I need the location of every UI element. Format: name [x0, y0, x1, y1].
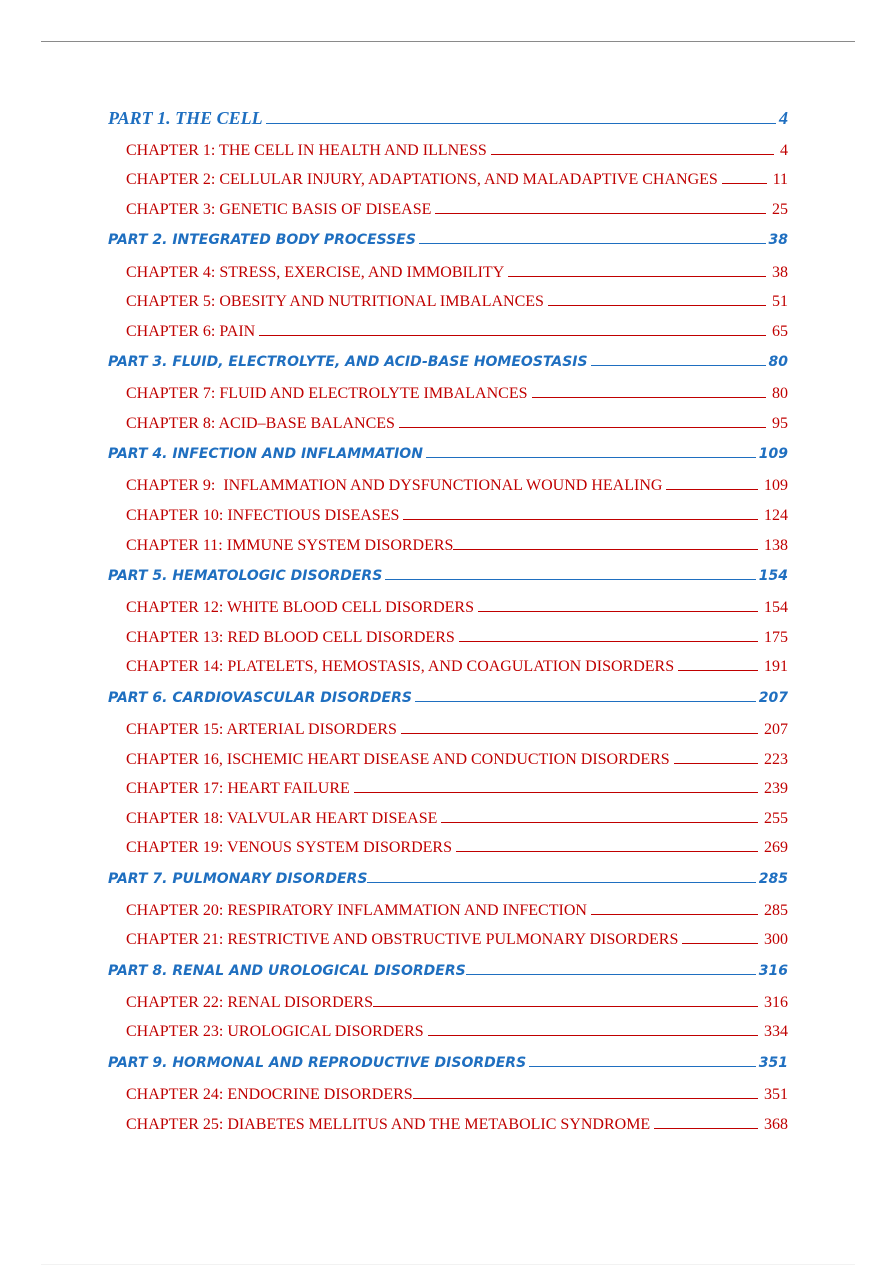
toc-chapter-13[interactable] [126, 629, 788, 647]
toc-chapter-16[interactable] [126, 751, 788, 769]
chapter-title: CHAPTER 25: DIABETES MELLITUS AND THE METABOLIC SYNDROME [126, 1116, 651, 1133]
dot-leader [413, 1098, 758, 1099]
dot-leader [415, 701, 756, 702]
dot-leader [367, 882, 755, 883]
toc-part-5[interactable] [108, 568, 788, 584]
page-number: 38 [768, 232, 788, 248]
toc-part-4[interactable] [108, 446, 788, 462]
page-number: 351 [758, 1055, 788, 1071]
dot-leader [441, 822, 758, 823]
dot-leader [373, 1006, 758, 1007]
page-number: 207 [764, 721, 788, 738]
page-number: 255 [764, 810, 788, 827]
chapter-title: CHAPTER 15: ARTERIAL DISORDERS [126, 721, 397, 738]
page-number: 285 [764, 902, 788, 919]
toc-chapter-19[interactable] [126, 839, 788, 857]
header-rule [41, 41, 855, 42]
chapter-title: CHAPTER 22: RENAL DISORDERS [126, 994, 373, 1011]
chapter-title: CHAPTER 20: RESPIRATORY INFLAMMATION AND INFECTION [126, 902, 587, 919]
dot-leader [678, 670, 758, 671]
chapter-title: CHAPTER 12: WHITE BLOOD CELL DISORDERS [126, 599, 474, 616]
page-number: 300 [764, 931, 788, 948]
dot-leader [529, 1066, 756, 1067]
chapter-title: CHAPTER 18: VALVULAR HEART DISEASE [126, 810, 438, 827]
dot-leader [532, 397, 766, 398]
toc-chapter-10[interactable] [126, 507, 788, 525]
part-title: PART 8. RENAL AND UROLOGICAL DISORDERS [108, 963, 466, 979]
toc-chapter-4[interactable] [126, 264, 788, 282]
part-title: PART 1. THE CELL [108, 108, 263, 128]
toc-part-3[interactable] [108, 354, 788, 370]
part-title: PART 4. INFECTION AND INFLAMMATION [108, 446, 423, 462]
dot-leader [419, 243, 766, 244]
chapter-title: CHAPTER 13: RED BLOOD CELL DISORDERS [126, 629, 455, 646]
toc-part-8[interactable] [108, 963, 788, 979]
dot-leader [266, 123, 776, 124]
toc-chapter-1[interactable] [126, 142, 788, 160]
chapter-title: CHAPTER 5: OBESITY AND NUTRITIONAL IMBALANCES [126, 293, 544, 310]
toc-chapter-21[interactable] [126, 931, 788, 949]
toc-part-6[interactable] [108, 690, 788, 706]
chapter-title: CHAPTER 2: CELLULAR INJURY, ADAPTATIONS, AND MALADAPTIVE CHANGES [126, 171, 718, 188]
page-number: 4 [779, 108, 788, 128]
chapter-title: CHAPTER 1: THE CELL IN HEALTH AND ILLNESS [126, 142, 487, 159]
dot-leader [354, 792, 758, 793]
dot-leader [654, 1128, 758, 1129]
part-title: PART 7. PULMONARY DISORDERS [108, 871, 368, 887]
page-number: 4 [780, 142, 788, 159]
dot-leader [259, 335, 766, 336]
page-number: 138 [764, 537, 788, 554]
page-number: 316 [758, 963, 788, 979]
toc-chapter-8[interactable] [126, 415, 788, 433]
page-number: 80 [772, 385, 788, 402]
page-number: 65 [772, 323, 788, 340]
page-number: 191 [764, 658, 788, 675]
part-title: PART 6. CARDIOVASCULAR DISORDERS [108, 690, 412, 706]
chapter-title: CHAPTER 19: VENOUS SYSTEM DISORDERS [126, 839, 452, 856]
page-number: 154 [758, 568, 788, 584]
footer-rule [41, 1264, 855, 1265]
dot-leader [478, 611, 758, 612]
toc-chapter-2[interactable] [126, 171, 788, 189]
page-number: 207 [758, 690, 788, 706]
dot-leader [428, 1035, 758, 1036]
page-number: 38 [772, 264, 788, 281]
toc-chapter-7[interactable] [126, 385, 788, 403]
toc-part-1[interactable] [108, 108, 788, 129]
page-number: 175 [764, 629, 788, 646]
chapter-title: CHAPTER 4: STRESS, EXERCISE, AND IMMOBILITY [126, 264, 505, 281]
page-number: 285 [758, 871, 788, 887]
dot-leader [385, 579, 755, 580]
toc-chapter-6[interactable] [126, 323, 788, 341]
chapter-title: CHAPTER 11: IMMUNE SYSTEM DISORDERS [126, 537, 454, 554]
toc-part-9[interactable] [108, 1055, 788, 1071]
dot-leader [403, 519, 758, 520]
part-title: PART 9. HORMONAL AND REPRODUCTIVE DISORDERS [108, 1055, 527, 1071]
page-number: 334 [764, 1023, 788, 1040]
chapter-title: CHAPTER 24: ENDOCRINE DISORDERS [126, 1086, 413, 1103]
dot-leader [435, 213, 766, 214]
toc-chapter-14[interactable] [126, 658, 788, 676]
dot-leader [456, 851, 758, 852]
dot-leader [674, 763, 758, 764]
toc-chapter-18[interactable] [126, 810, 788, 828]
dot-leader [722, 183, 767, 184]
page-number: 223 [764, 751, 788, 768]
toc-chapter-23[interactable] [126, 1023, 788, 1041]
dot-leader [591, 914, 758, 915]
page-number: 269 [764, 839, 788, 856]
chapter-title: CHAPTER 17: HEART FAILURE [126, 780, 350, 797]
page-number: 11 [772, 171, 788, 188]
chapter-title: CHAPTER 9: INFLAMMATION AND DYSFUNCTIONAL WOUND HEALING [126, 477, 663, 494]
chapter-title: CHAPTER 21: RESTRICTIVE AND OBSTRUCTIVE PULMONARY DISORDERS [126, 931, 679, 948]
page-number: 351 [764, 1086, 788, 1103]
page-number: 368 [764, 1116, 788, 1133]
dot-leader [453, 549, 758, 550]
page-number: 51 [772, 293, 788, 310]
toc-part-7[interactable] [108, 871, 788, 887]
toc-part-2[interactable] [108, 232, 788, 248]
page-number: 109 [764, 477, 788, 494]
dot-leader [491, 154, 774, 155]
page-number: 25 [772, 201, 788, 218]
dot-leader [666, 489, 758, 490]
chapter-title: CHAPTER 6: PAIN [126, 323, 256, 340]
toc-chapter-15[interactable] [126, 721, 788, 739]
toc-chapter-22[interactable] [126, 994, 788, 1012]
dot-leader [459, 641, 758, 642]
toc-chapter-3[interactable] [126, 201, 788, 219]
page-number: 95 [772, 415, 788, 432]
toc-chapter-24[interactable] [126, 1086, 788, 1104]
page-number: 239 [764, 780, 788, 797]
toc-chapter-5[interactable] [126, 293, 788, 311]
chapter-title: CHAPTER 10: INFECTIOUS DISEASES [126, 507, 400, 524]
dot-leader [466, 974, 756, 975]
dot-leader [591, 365, 766, 366]
dot-leader [399, 427, 766, 428]
chapter-title: CHAPTER 7: FLUID AND ELECTROLYTE IMBALANCES [126, 385, 528, 402]
part-title: PART 3. FLUID, ELECTROLYTE, AND ACID-BASE HOMEOSTASIS [108, 354, 588, 370]
toc-chapter-9[interactable] [126, 477, 788, 495]
dot-leader [508, 276, 766, 277]
toc-chapter-25[interactable] [126, 1116, 788, 1134]
dot-leader [682, 943, 758, 944]
part-title: PART 2. INTEGRATED BODY PROCESSES [108, 232, 416, 248]
page-number: 124 [764, 507, 788, 524]
dot-leader [548, 305, 766, 306]
toc-chapter-11[interactable] [126, 537, 788, 555]
toc-chapter-12[interactable] [126, 599, 788, 617]
page-number: 109 [758, 446, 788, 462]
chapter-title: CHAPTER 16, ISCHEMIC HEART DISEASE AND CONDUCTION DISORDERS [126, 751, 670, 768]
page-number: 316 [764, 994, 788, 1011]
page-number: 154 [764, 599, 788, 616]
chapter-title: CHAPTER 8: ACID–BASE BALANCES [126, 415, 395, 432]
toc-chapter-20[interactable] [126, 902, 788, 920]
chapter-title: CHAPTER 14: PLATELETS, HEMOSTASIS, AND COAGULATION DISORDERS [126, 658, 675, 675]
dot-leader [401, 733, 758, 734]
toc-chapter-17[interactable] [126, 780, 788, 798]
chapter-title: CHAPTER 23: UROLOGICAL DISORDERS [126, 1023, 424, 1040]
page-number: 80 [768, 354, 788, 370]
dot-leader [426, 457, 756, 458]
part-title: PART 5. HEMATOLOGIC DISORDERS [108, 568, 383, 584]
chapter-title: CHAPTER 3: GENETIC BASIS OF DISEASE [126, 201, 432, 218]
